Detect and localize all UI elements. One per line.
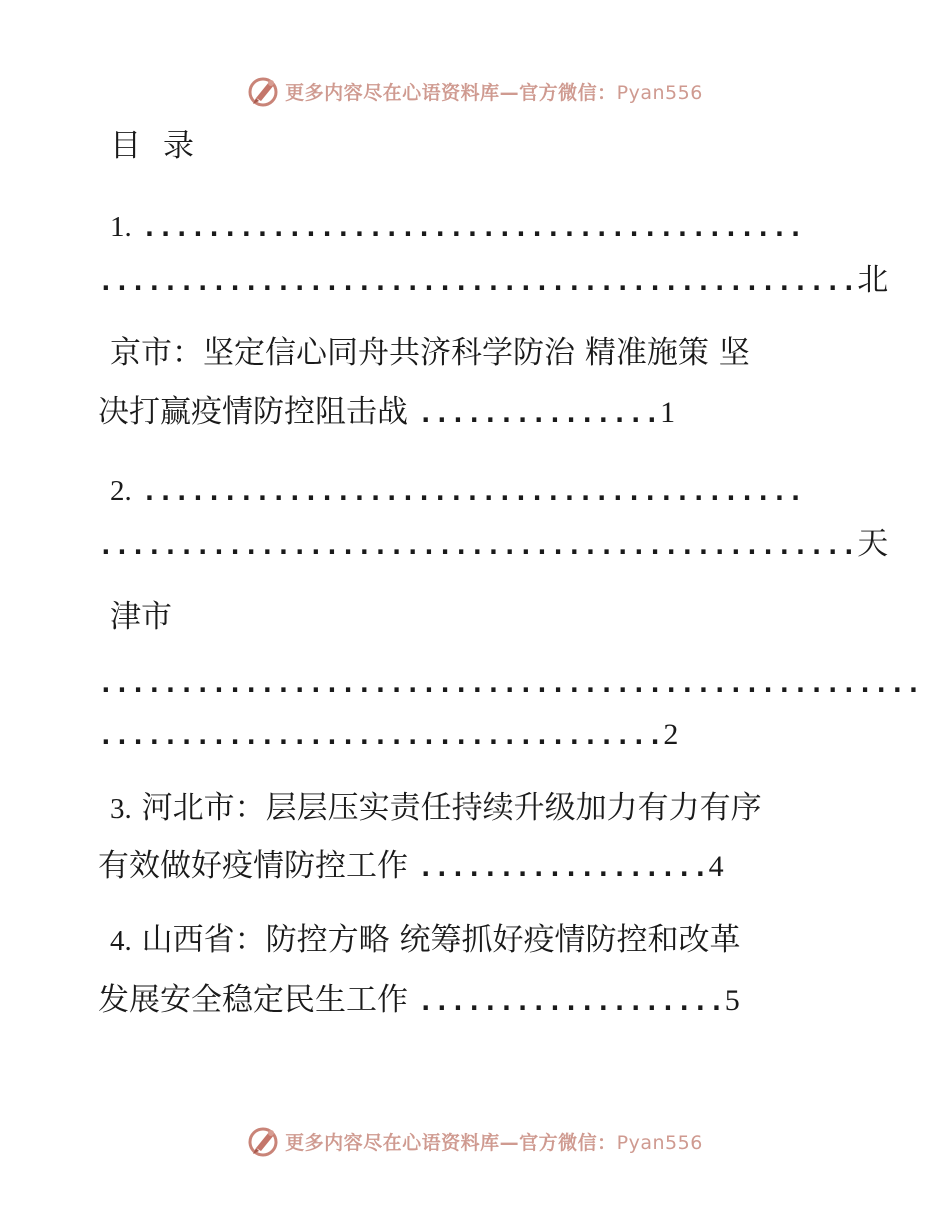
footer-watermark-banner bbox=[0, 1121, 950, 1161]
list-item: ................................................... bbox=[98, 669, 922, 699]
pen-logo-icon bbox=[247, 74, 281, 108]
list-item: 京市：坚定信心同舟共济科学防治 精准施策 坚 bbox=[110, 335, 750, 371]
list-item: 有效做好疫情防控工作 ..................4 bbox=[98, 848, 724, 884]
page-title: 目 录 bbox=[110, 128, 194, 164]
banner-text: 更多内容尽在心语资料库—官方微信：Pyan556 bbox=[285, 1131, 703, 1154]
list-item: ...............................................天 bbox=[98, 526, 889, 562]
pen-logo-icon bbox=[247, 1124, 281, 1158]
list-item: 津市 bbox=[110, 599, 172, 635]
banner-text: 更多内容尽在心语资料库—官方微信：Pyan556 bbox=[285, 81, 703, 104]
list-item: 1. ......................................... bbox=[110, 211, 804, 243]
list-item: ...............................................北 bbox=[98, 262, 889, 298]
list-item: 发展安全稳定民生工作 ...................5 bbox=[98, 982, 740, 1018]
list-item: 2. ......................................... bbox=[110, 475, 804, 507]
list-item: 4. 山西省：防控方略 统筹抓好疫情防控和改革 bbox=[110, 922, 741, 958]
list-item: 决打赢疫情防控阻击战 ...............1 bbox=[98, 394, 676, 430]
list-item: 3. 河北市：层层压实责任持续升级加力有力有序 bbox=[110, 790, 762, 826]
header-watermark-banner bbox=[0, 71, 950, 111]
list-item: ...................................2 bbox=[98, 718, 679, 751]
